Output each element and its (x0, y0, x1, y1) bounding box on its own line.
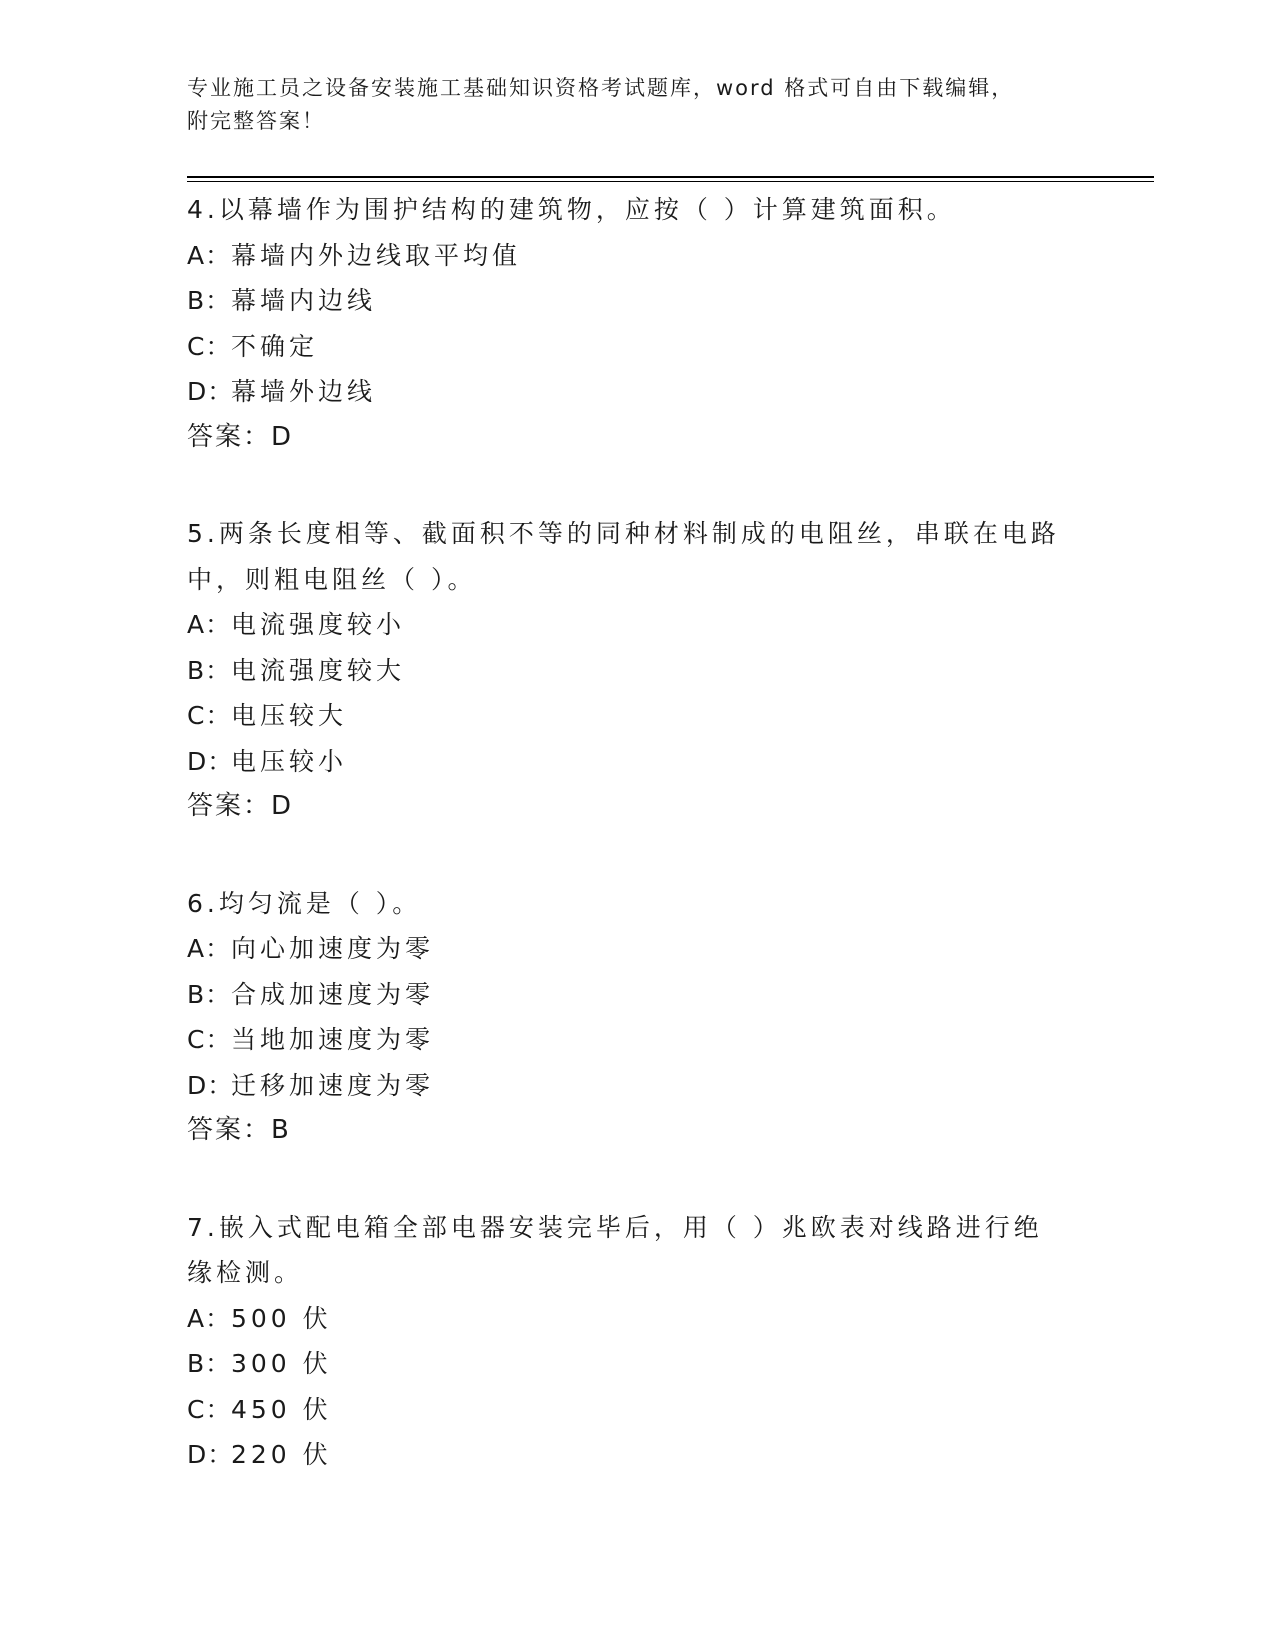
option-letter: C： (187, 331, 232, 361)
option-letter: B： (187, 286, 232, 315)
option-text: 电压较小 (231, 746, 348, 776)
question-item (187, 881, 1087, 1154)
option-d (187, 739, 1087, 785)
option-text: 幕墙外边线 (231, 377, 377, 406)
option-text: 220 伏 (231, 1440, 332, 1469)
question-stem: 6.均匀流是（ ）。 (187, 888, 422, 918)
answer-line: 答案：D (187, 791, 294, 821)
question-stem: 4.以幕墙作为围护结构的建筑物，应按（ ）计算建筑面积。 (187, 195, 956, 224)
option-text: 电压较大 (231, 701, 348, 730)
option-b (187, 1341, 1087, 1387)
answer-line: 答案：B (187, 1115, 291, 1145)
option-letter: D： (187, 1440, 234, 1469)
header-divider-thick (187, 176, 1154, 178)
option-letter: A： (187, 610, 232, 639)
question-stem: 5.两条长度相等、截面积不等的同种材料制成的电阻丝，串联在电路中，则粗电阻丝（ ）。 (187, 519, 1060, 594)
option-letter: A： (187, 934, 232, 963)
option-a (187, 926, 1087, 972)
option-letter: B： (187, 655, 232, 685)
option-a (187, 1296, 1087, 1342)
option-text: 向心加速度为零 (231, 934, 435, 963)
option-text: 幕墙内外边线取平均值 (231, 240, 522, 270)
option-letter: D： (187, 377, 234, 406)
option-a (187, 233, 1087, 279)
option-text: 电流强度较大 (231, 655, 406, 685)
question-item (187, 511, 1087, 830)
option-b (187, 972, 1087, 1018)
option-text: 500 伏 (231, 1303, 332, 1333)
option-letter: D： (187, 746, 234, 776)
option-letter: B： (187, 979, 232, 1009)
option-text: 不确定 (231, 331, 319, 361)
option-letter: C： (187, 1025, 232, 1054)
option-text: 300 伏 (231, 1349, 332, 1378)
option-text: 当地加速度为零 (231, 1025, 435, 1054)
option-b (187, 648, 1087, 694)
option-c (187, 1387, 1087, 1433)
option-text: 电流强度较小 (231, 610, 406, 639)
header-divider-thin (187, 181, 1154, 182)
option-letter: A： (187, 1303, 232, 1333)
option-text: 450 伏 (231, 1394, 332, 1424)
option-text: 合成加速度为零 (231, 979, 435, 1009)
option-b (187, 278, 1087, 324)
option-c (187, 693, 1087, 739)
question-stem: 7.嵌入式配电箱全部电器安装完毕后，用（ ）兆欧表对线路进行绝缘检测。 (187, 1212, 1043, 1287)
option-text: 幕墙内边线 (231, 286, 377, 315)
option-c (187, 324, 1087, 370)
question-item (187, 187, 1087, 460)
option-letter: D： (187, 1070, 234, 1100)
option-letter: C： (187, 1394, 232, 1424)
answer-line: 答案：D (187, 421, 294, 452)
option-a (187, 602, 1087, 648)
question-list (187, 187, 1087, 1529)
header-line-1: 专业施工员之设备安装施工基础知识资格考试题库，word 格式可自由下载编辑， (187, 76, 1015, 100)
option-letter: A： (187, 240, 232, 270)
question-item (187, 1205, 1087, 1478)
header-line-2: 附完整答案！ (187, 109, 325, 133)
option-d (187, 1063, 1087, 1109)
option-d (187, 1432, 1087, 1478)
option-letter: C： (187, 701, 232, 730)
option-letter: B： (187, 1349, 232, 1378)
option-text: 迁移加速度为零 (231, 1070, 435, 1100)
option-c (187, 1017, 1087, 1063)
document-header (187, 72, 1067, 138)
option-d (187, 369, 1087, 415)
